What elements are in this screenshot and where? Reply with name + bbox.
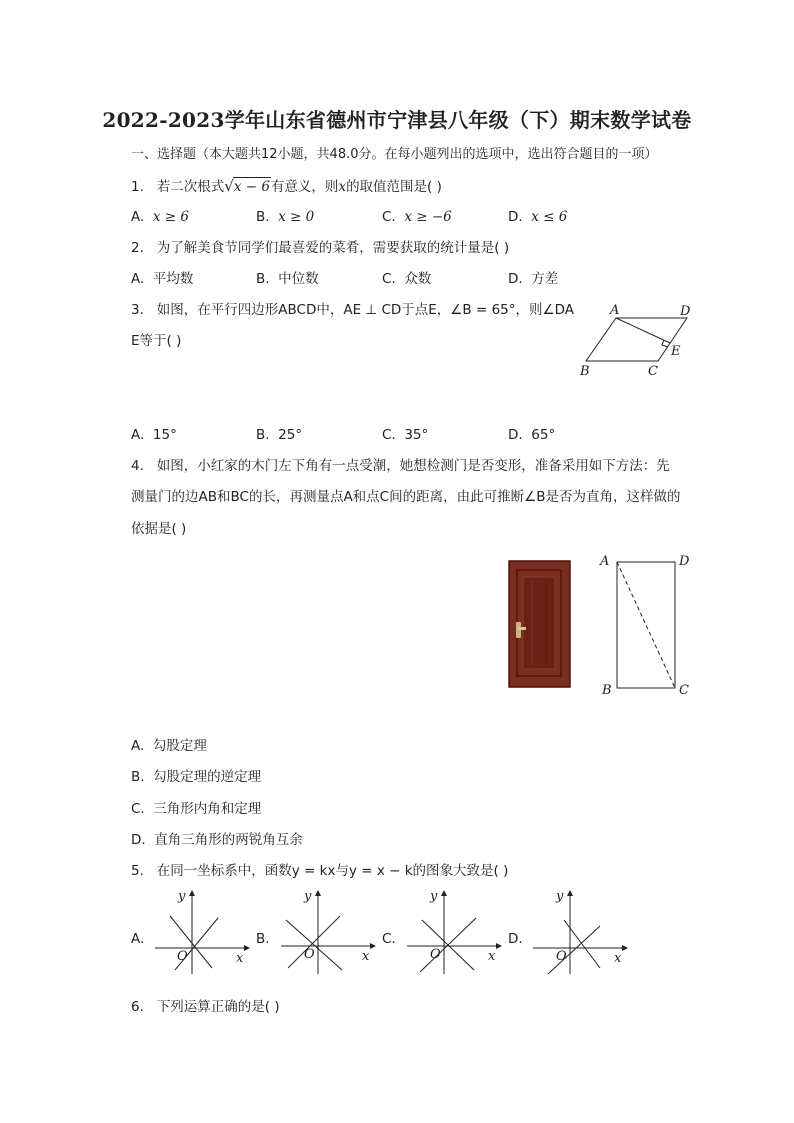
q5-option-b-label[interactable]: B. bbox=[256, 931, 270, 947]
q2-option-b[interactable]: B. 中位数 bbox=[256, 271, 319, 287]
svg-text:y: y bbox=[178, 889, 186, 904]
q3-option-a[interactable]: A. 15° bbox=[131, 427, 177, 443]
q1-option-d[interactable]: D. x ≤ 6 bbox=[508, 209, 568, 225]
label-b: B bbox=[580, 364, 590, 379]
door-image bbox=[508, 560, 572, 688]
q5-graph-c[interactable] bbox=[402, 888, 502, 976]
label-c: C bbox=[648, 364, 658, 379]
svg-text:O: O bbox=[304, 947, 315, 962]
rectangle-figure bbox=[598, 552, 696, 698]
q1-number: 1. bbox=[131, 179, 144, 195]
q2-text: 为了解美食节同学们最喜爱的菜肴，需要获取的统计量是( ) bbox=[156, 240, 510, 256]
svg-text:O: O bbox=[430, 947, 441, 962]
svg-text:O: O bbox=[556, 949, 567, 964]
q1-option-a[interactable]: A. x ≥ 6 bbox=[131, 209, 189, 225]
label-b: B bbox=[602, 683, 612, 698]
q5-option-d-label[interactable]: D. bbox=[508, 931, 523, 947]
question-5: 5. 在同一坐标系中，函数y = kx与y = x − k的图象大致是( ) bbox=[131, 863, 509, 879]
exam-title: 2022-2023学年山东省德州市宁津县八年级（下）期末数学试卷 bbox=[102, 108, 692, 132]
svg-text:y: y bbox=[430, 889, 438, 904]
segment-ae bbox=[616, 318, 670, 343]
q6-text: 下列运算正确的是( ) bbox=[156, 999, 280, 1015]
svg-text:x: x bbox=[614, 951, 622, 966]
q3-text-line-1: 如图，在平行四边形ABCD中，AE ⊥ CD于点E，∠B = 65°，则∠DA bbox=[156, 302, 574, 318]
q5-graph-a[interactable] bbox=[150, 888, 250, 976]
q4-option-c[interactable]: C. 三角形内角和定理 bbox=[131, 801, 262, 817]
svg-text:x: x bbox=[488, 949, 496, 964]
label-a: A bbox=[600, 554, 610, 569]
radical-sign: √ bbox=[224, 177, 234, 195]
q5-option-a-label[interactable]: A. bbox=[131, 931, 145, 947]
svg-text:O: O bbox=[177, 949, 188, 964]
q4-text-line-2: 测量门的边AB和BC的长，再测量点A和点C间的距离，由此可推断∠B是否为直角，这样做的 bbox=[131, 489, 681, 505]
q1-option-b[interactable]: B. x ≥ 0 bbox=[256, 209, 315, 225]
q1-radicand: x − 6 bbox=[233, 179, 270, 195]
q5-text: 在同一坐标系中，函数y = kx与y = x − k的图象大致是( ) bbox=[156, 863, 509, 879]
q3-option-d[interactable]: D. 65° bbox=[508, 427, 556, 443]
q5-option-c-label[interactable]: C. bbox=[382, 931, 396, 947]
q1-text-post: 的取值范围是( ) bbox=[346, 179, 442, 195]
question-6: 6. 下列运算正确的是( ) bbox=[131, 999, 280, 1015]
q4-option-a[interactable]: A. 勾股定理 bbox=[131, 738, 207, 754]
q3-text-line-2: E等于( ) bbox=[131, 333, 182, 349]
label-d: D bbox=[680, 304, 691, 319]
q1-var: x bbox=[338, 179, 347, 195]
q4-text-line-3: 依据是( ) bbox=[131, 521, 187, 537]
q1-text-mid: 有意义，则 bbox=[270, 179, 339, 195]
diagonal-ac bbox=[617, 562, 675, 688]
q1-option-c[interactable]: C. x ≥ −6 bbox=[382, 209, 452, 225]
q4-text-line-1: 如图，小红家的木门左下角有一点受潮，她想检测门是否变形，准备采用如下方法：先 bbox=[156, 458, 670, 474]
label-e: E bbox=[671, 344, 681, 359]
q3-option-c[interactable]: C. 35° bbox=[382, 427, 429, 443]
svg-text:y: y bbox=[556, 889, 564, 904]
q2-option-a[interactable]: A. 平均数 bbox=[131, 271, 194, 287]
q1-text-pre: 若二次根式 bbox=[156, 179, 225, 195]
q4-option-d[interactable]: D. 直角三角形的两锐角互余 bbox=[131, 832, 303, 848]
svg-text:x: x bbox=[236, 951, 244, 966]
question-4-line-1: 4. 如图，小红家的木门左下角有一点受潮，她想检测门是否变形，准备采用如下方法：先 bbox=[131, 458, 670, 474]
question-3-line-1: 3. 如图，在平行四边形ABCD中，AE ⊥ CD于点E，∠B = 65°，则∠DA bbox=[131, 302, 574, 318]
q4-option-b[interactable]: B. 勾股定理的逆定理 bbox=[131, 769, 262, 785]
question-2: 2. 为了解美食节同学们最喜爱的菜肴，需要获取的统计量是( ) bbox=[131, 240, 510, 256]
question-1 bbox=[131, 177, 442, 196]
q3-option-b[interactable]: B. 25° bbox=[256, 427, 303, 443]
q5-graph-d[interactable] bbox=[528, 888, 628, 976]
label-c: C bbox=[679, 683, 689, 698]
parallelogram-figure bbox=[576, 300, 696, 382]
label-a: A bbox=[610, 303, 620, 318]
q2-option-c[interactable]: C. 众数 bbox=[382, 271, 432, 287]
section-header: 一、选择题（本大题共12小题，共48.0分。在每小题列出的选项中，选出符合题目的一项） bbox=[131, 147, 658, 162]
rectangle-abcd bbox=[617, 562, 675, 688]
label-d: D bbox=[679, 554, 690, 569]
q2-option-d[interactable]: D. 方差 bbox=[508, 271, 559, 287]
q5-graph-b[interactable] bbox=[276, 888, 376, 976]
svg-text:y: y bbox=[304, 889, 312, 904]
svg-text:x: x bbox=[362, 949, 370, 964]
